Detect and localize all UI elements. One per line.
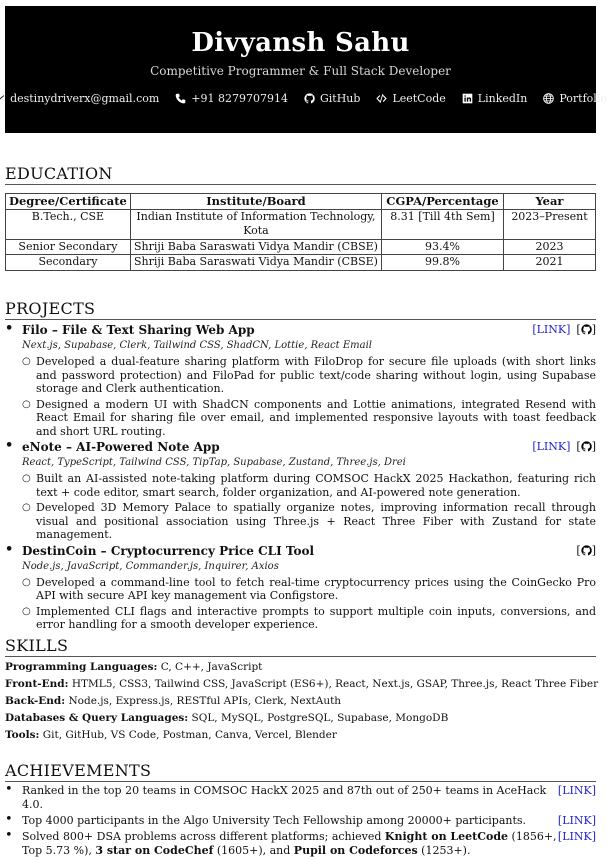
contact-linkedin-label: LinkedIn bbox=[477, 92, 528, 105]
column-header: CGPA/Percentage bbox=[382, 194, 504, 210]
github-icon[interactable]: [ ] bbox=[576, 440, 596, 453]
phone-icon bbox=[175, 93, 186, 104]
contact-leetcode[interactable] bbox=[376, 92, 445, 105]
project-point-text: Designed a modern UI with ShadCN components and Lottie animations, integrated Resend with React Email for sharing file over email, and implemented responsive layouts with toast feedback and short URL routing. bbox=[36, 397, 596, 438]
bullet: • bbox=[5, 828, 13, 843]
project-point bbox=[22, 355, 596, 396]
contact-bar bbox=[5, 92, 607, 105]
skill-label: Tools: bbox=[5, 729, 40, 741]
project-title-row bbox=[5, 541, 596, 560]
projects-list bbox=[5, 323, 596, 632]
skill-row bbox=[5, 710, 596, 727]
achievement-highlight: Pupil on Codeforces bbox=[293, 844, 418, 857]
project-link[interactable]: [LINK] bbox=[532, 440, 571, 453]
achievement-item bbox=[5, 814, 596, 828]
bullet: • bbox=[5, 812, 13, 827]
skills-heading: SKILLS bbox=[5, 637, 596, 657]
project-item bbox=[5, 440, 596, 542]
column-header: Year bbox=[503, 194, 595, 210]
achievements-heading: ACHIEVEMENTS bbox=[5, 762, 596, 782]
project-title: Filo – File & Text Sharing Web App bbox=[22, 323, 255, 337]
bullet: • bbox=[5, 782, 13, 797]
circle-bullet: ○ bbox=[22, 356, 31, 367]
contact-email-label: destinydriverx@gmail.com bbox=[10, 92, 160, 105]
achievement-highlight: Knight on LeetCode bbox=[384, 830, 509, 843]
contact-phone[interactable] bbox=[175, 92, 288, 105]
skill-row bbox=[5, 693, 596, 710]
achievement-text: (1856+, Top 5.73 %), bbox=[22, 830, 557, 857]
skill-row bbox=[5, 659, 596, 676]
project-item bbox=[5, 541, 596, 632]
score-cell: 99.8% bbox=[382, 255, 504, 271]
code-icon bbox=[376, 93, 387, 104]
contact-phone-label: +91 8279707914 bbox=[191, 92, 288, 105]
table-row bbox=[6, 255, 596, 271]
achievement-text: Top 4000 participants in the Algo University Tech Fellowship among 20000+ participants. bbox=[22, 814, 527, 827]
contact-leetcode-label: LeetCode bbox=[392, 92, 446, 105]
institute-cell: Shriji Baba Saraswati Vidya Mandir (CBSE) bbox=[130, 255, 381, 271]
project-links bbox=[532, 440, 596, 453]
circle-bullet: ○ bbox=[22, 473, 31, 484]
project-point bbox=[22, 398, 596, 439]
degree-cell: Secondary bbox=[6, 255, 131, 271]
envelope-icon bbox=[0, 93, 5, 104]
resume-header bbox=[5, 6, 607, 133]
achievement-link[interactable]: [LINK] bbox=[557, 830, 596, 843]
table-row bbox=[6, 209, 596, 239]
achievement-text: Solved 800+ DSA problems across different platforms; achieved bbox=[22, 830, 385, 843]
skill-value: HTML5, CSS3, Tailwind CSS, JavaScript (ES6+), React, Next.js, GSAP, Three.js, React Three Fiber bbox=[71, 678, 599, 690]
project-links bbox=[576, 544, 596, 557]
project-point bbox=[22, 501, 596, 542]
skill-value: Git, GitHub, VS Code, Postman, Canva, Vercel, Blender bbox=[42, 729, 337, 741]
projects-heading: PROJECTS bbox=[5, 300, 596, 320]
education-table bbox=[5, 193, 596, 271]
table-row bbox=[6, 239, 596, 255]
education-header-row bbox=[6, 194, 596, 210]
skill-label: Back-End: bbox=[5, 695, 66, 707]
project-tech-stack: Next.js, Supabase, Clerk, Tailwind CSS, ShadCN, Lottie, React Email bbox=[22, 340, 372, 351]
project-point-text: Developed a dual-feature sharing platform with FiloDrop for secure file uploads (with short links and password protection) and FiloPad for public text/code sharing without login, using Supabase storage and Clerk authentication. bbox=[36, 355, 596, 395]
project-point bbox=[22, 576, 596, 603]
achievement-item bbox=[5, 830, 596, 858]
candidate-subtitle: Competitive Programmer & Full Stack Developer bbox=[150, 64, 451, 78]
skill-row bbox=[5, 727, 596, 744]
bullet: • bbox=[5, 321, 14, 336]
project-link[interactable]: [LINK] bbox=[532, 323, 571, 336]
education-heading: EDUCATION bbox=[5, 165, 596, 185]
project-title: DestinCoin – Cryptocurrency Price CLI Tool bbox=[22, 543, 315, 558]
project-tech-stack: React, TypeScript, Tailwind CSS, TipTap, Supabase, Zustand, Three.js, Drei bbox=[22, 457, 406, 468]
score-cell: 93.4% bbox=[382, 239, 504, 255]
project-point bbox=[22, 472, 596, 499]
project-tech-stack: Node.js, JavaScript, Commander.js, Inquirer, Axios bbox=[22, 560, 279, 572]
circle-bullet: ○ bbox=[22, 576, 31, 588]
project-point bbox=[22, 605, 596, 632]
achievement-item bbox=[5, 784, 596, 812]
project-title-row bbox=[5, 440, 596, 456]
project-point-text: Developed 3D Memory Palace to spatially organize notes, improving information recall through visual and positional association using Three.js + React Three Fiber with Zustand for state management. bbox=[36, 501, 596, 541]
project-item bbox=[5, 323, 596, 438]
year-cell: 2023–Present bbox=[503, 209, 595, 239]
skill-label: Programming Languages: bbox=[5, 661, 158, 673]
bullet: • bbox=[5, 438, 14, 453]
column-header: Institute/Board bbox=[130, 194, 381, 210]
project-point-text: Implemented CLI flags and interactive prompts to support multiple coin inputs, conversions, and error handling for a smooth developer experience. bbox=[36, 604, 596, 631]
skill-value: C, C++, JavaScript bbox=[160, 661, 263, 673]
github-icon[interactable]: [ ] bbox=[576, 323, 596, 336]
circle-bullet: ○ bbox=[22, 502, 31, 513]
skill-label: Databases & Query Languages: bbox=[5, 712, 189, 724]
institute-cell: Indian Institute of Information Technology, Kota bbox=[130, 209, 381, 239]
achievement-text: (1605+), and bbox=[213, 844, 294, 857]
circle-bullet: ○ bbox=[22, 398, 31, 410]
project-point-text: Developed a command-line tool to fetch real-time cryptocurrency prices using the CoinGecko Pro API with secure API key management via Configstore. bbox=[36, 575, 596, 602]
globe-icon bbox=[543, 93, 554, 104]
candidate-name: Divyansh Sahu bbox=[191, 28, 410, 58]
year-cell: 2021 bbox=[503, 255, 595, 271]
project-title: eNote – AI-Powered Note App bbox=[22, 440, 220, 454]
contact-portfolio[interactable] bbox=[543, 92, 607, 105]
achievement-link[interactable]: [LINK] bbox=[557, 814, 596, 827]
contact-portfolio-label: Portfolio bbox=[559, 92, 607, 105]
circle-bullet: ○ bbox=[22, 605, 31, 617]
score-cell: 8.31 [Till 4th Sem] bbox=[382, 209, 504, 239]
project-title-row bbox=[5, 323, 596, 339]
achievements-list bbox=[5, 784, 596, 860]
contact-email[interactable] bbox=[0, 92, 159, 105]
github-icon[interactable]: [ ] bbox=[576, 543, 596, 557]
column-header: Degree/Certificate bbox=[6, 194, 131, 210]
project-point-text: Built an AI-assisted note-taking platform during COMSOC HackX 2025 Hackathon, featuring rich text + code editor, smart search, folder organization, and AI-powered note generation. bbox=[36, 472, 596, 499]
achievement-text: Ranked in the top 20 teams in COMSOC HackX 2025 and 87th out of 250+ teams in AceHack 4.0. bbox=[22, 784, 547, 811]
skills-list bbox=[5, 659, 599, 744]
github-icon bbox=[304, 93, 315, 104]
degree-cell: B.Tech., CSE bbox=[6, 209, 131, 239]
degree-cell: Senior Secondary bbox=[6, 239, 131, 255]
contact-github-label: GitHub bbox=[319, 92, 361, 105]
achievement-text: (1253+). bbox=[417, 844, 471, 857]
institute-cell: Shriji Baba Saraswati Vidya Mandir (CBSE) bbox=[130, 239, 381, 255]
skill-value: SQL, MySQL, PostgreSQL, Supabase, MongoDB bbox=[191, 712, 449, 724]
year-cell: 2023 bbox=[503, 239, 595, 255]
contact-linkedin[interactable] bbox=[462, 92, 528, 105]
contact-github[interactable] bbox=[304, 92, 360, 105]
bullet: • bbox=[5, 541, 14, 557]
project-links bbox=[532, 323, 596, 336]
skill-label: Front-End: bbox=[5, 678, 69, 690]
skill-row bbox=[5, 676, 599, 693]
skill-value: Node.js, Express.js, RESTful APIs, Clerk, NextAuth bbox=[68, 695, 342, 707]
achievement-link[interactable]: [LINK] bbox=[557, 784, 596, 797]
linkedin-icon bbox=[462, 93, 473, 104]
achievement-highlight: 3 star on CodeChef bbox=[95, 844, 214, 857]
